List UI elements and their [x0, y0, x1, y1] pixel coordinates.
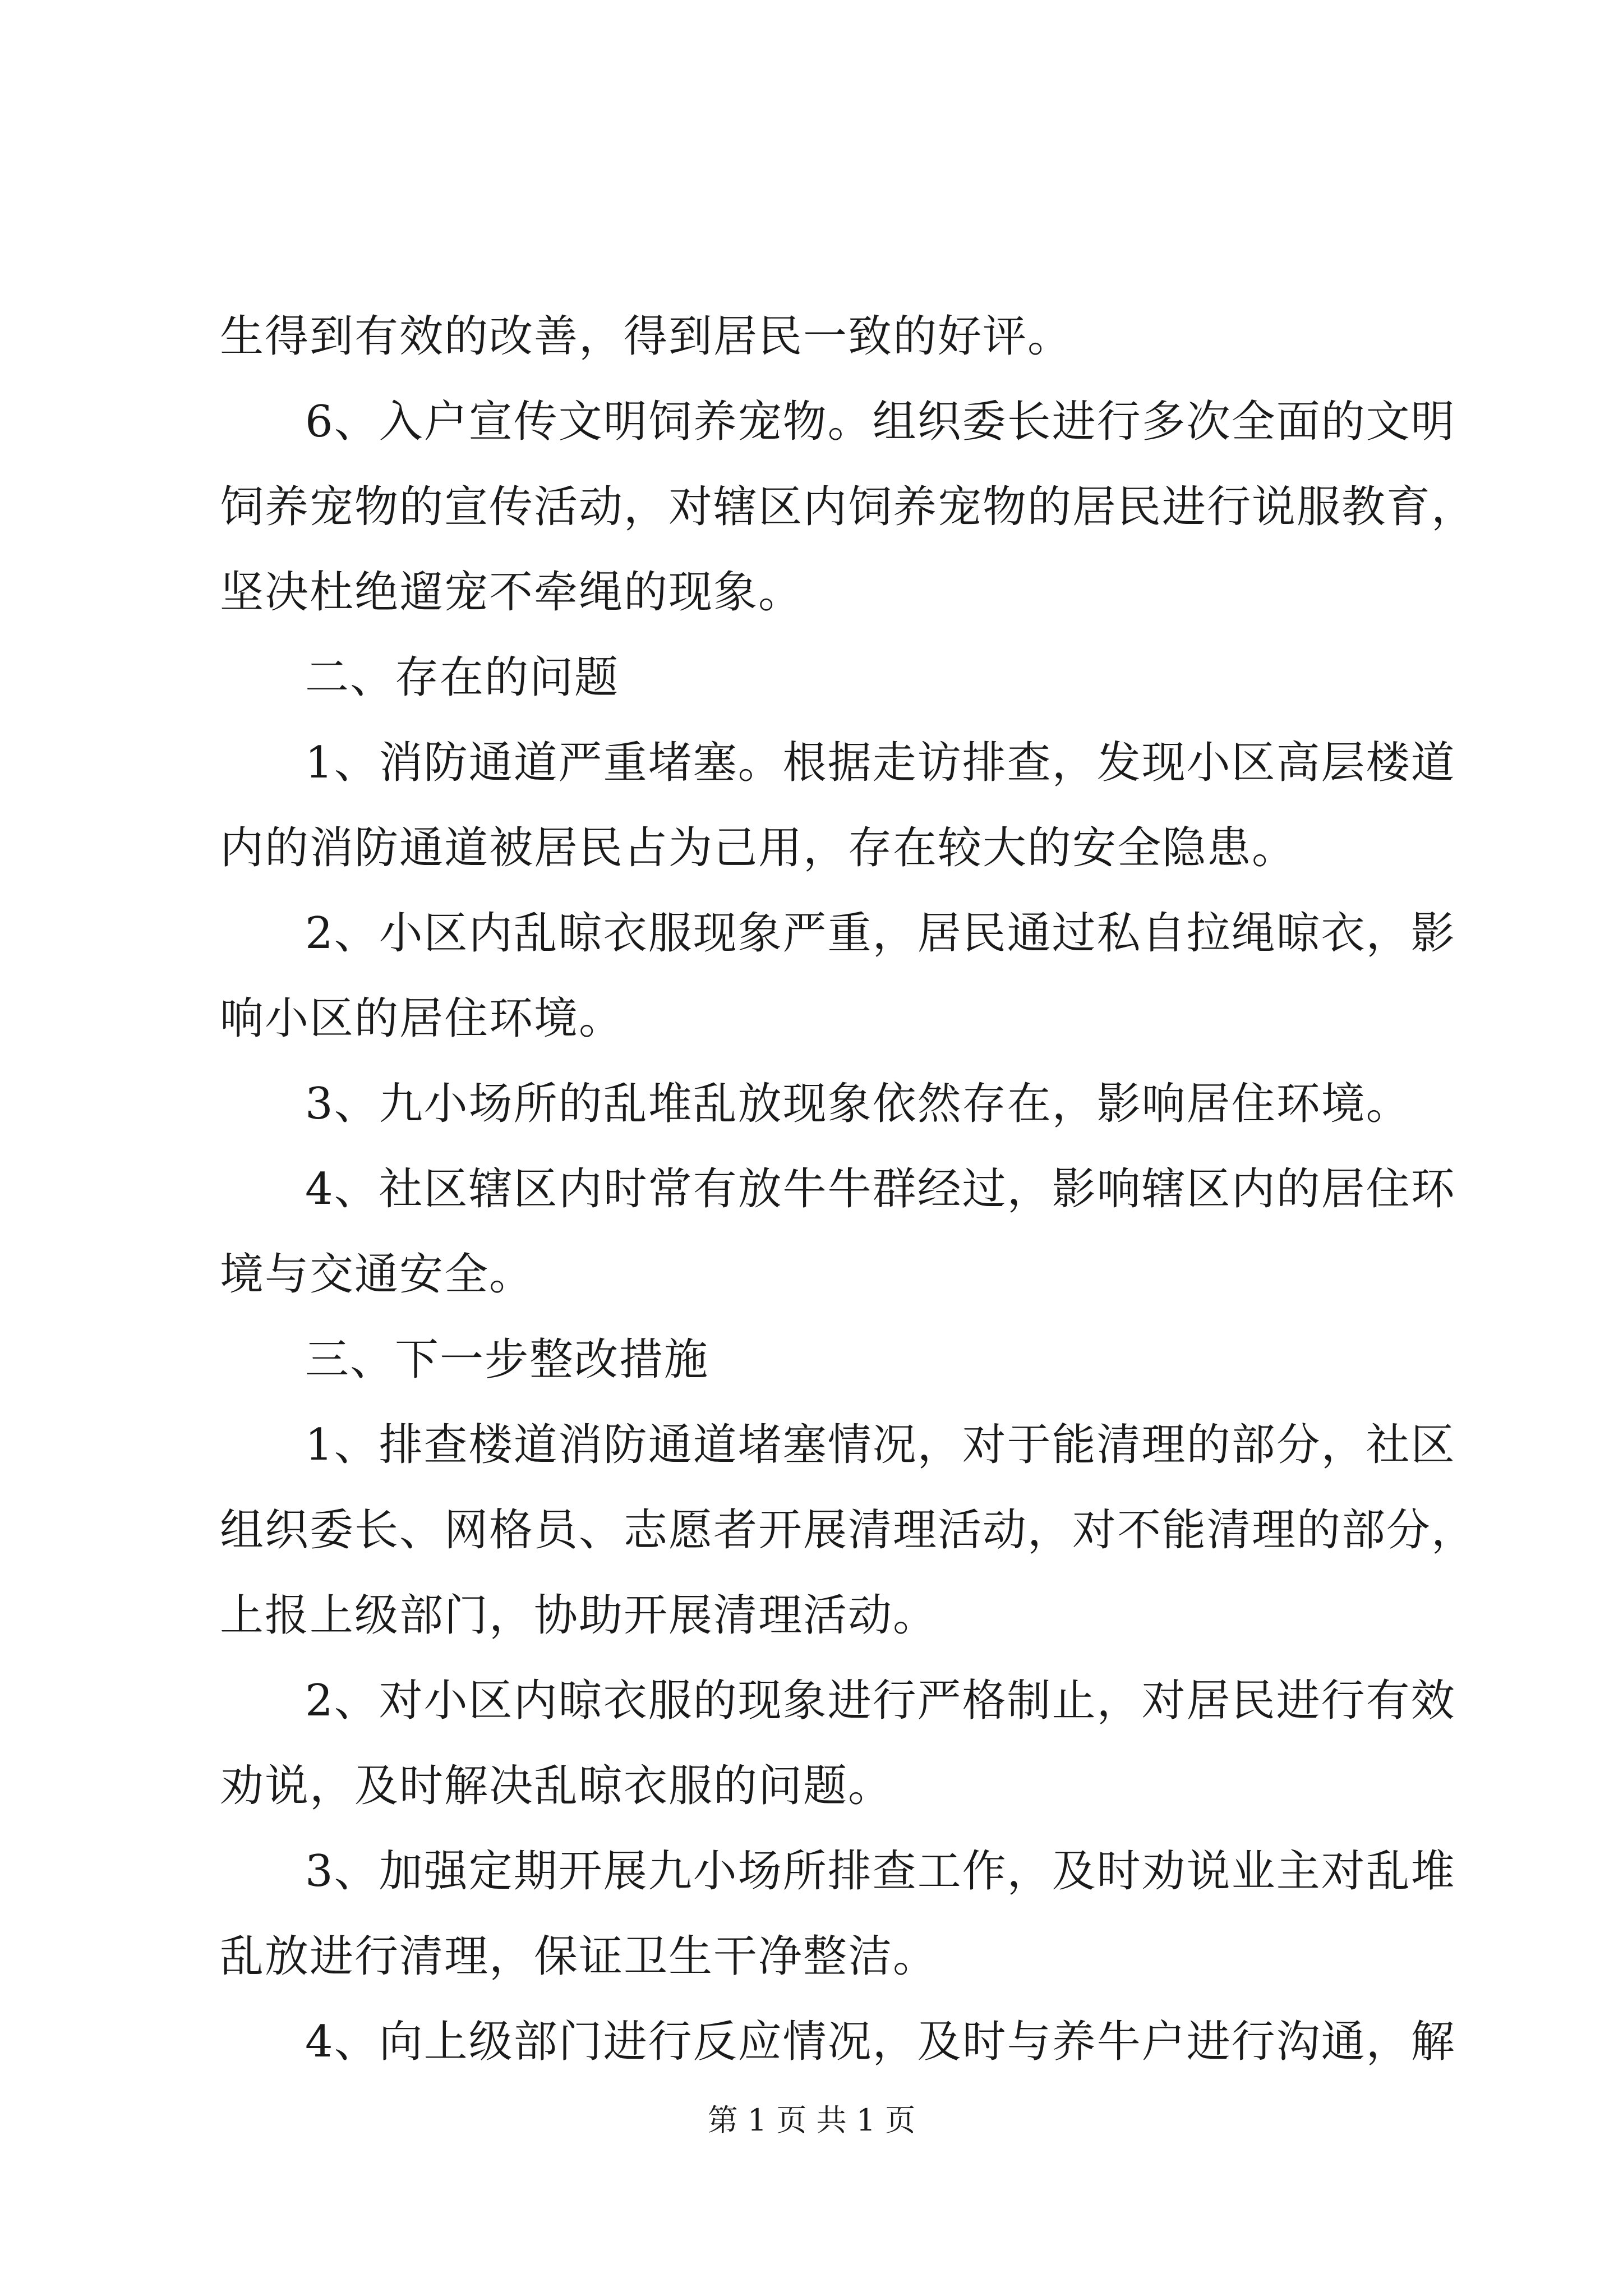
paragraph-line: 劝说，及时解决乱晾衣服的问题。: [220, 1761, 893, 1811]
paragraph-line: 2、小区内乱晾衣服现象严重，居民通过私自拉绳晾衣，影: [305, 908, 1456, 959]
paragraph-line: 4、社区辖区内时常有放牛牛群经过，影响辖区内的居住环: [305, 1164, 1456, 1214]
paragraph-line: 6、入户宣传文明饲养宠物。组织委长进行多次全面的文明: [305, 397, 1456, 447]
paragraph-line: 饲养宠物的宣传活动，对辖区内饲养宠物的居民进行说服教育，: [220, 482, 1477, 532]
section-heading: 三、下一步整改措施: [305, 1335, 709, 1385]
paragraph-line: 生得到有效的改善，得到居民一致的好评。: [220, 311, 1073, 362]
paragraph-line: 组织委长、网格员、志愿者开展清理活动，对不能清理的部分，: [220, 1505, 1477, 1556]
paragraph-line: 乱放进行清理，保证卫生干净整洁。: [220, 1931, 938, 1982]
paragraph-line: 境与交通安全。: [220, 1249, 534, 1300]
section-heading: 二、存在的问题: [305, 652, 620, 703]
paragraph-line: 3、加强定期开展九小场所排查工作，及时劝说业主对乱堆: [305, 1846, 1456, 1897]
paragraph-line: 坚决杜绝遛宠不牵绳的现象。: [220, 567, 804, 618]
paragraph-line: 4、向上级部门进行反应情况，及时与养牛户进行沟通，解: [305, 2017, 1456, 2067]
paragraph-line: 1、排查楼道消防通道堵塞情况，对于能清理的部分，社区: [305, 1420, 1456, 1470]
paragraph-line: 1、消防通道严重堵塞。根据走访排查，发现小区高层楼道: [305, 738, 1456, 788]
page-footer: 第 1 页 共 1 页: [707, 2102, 916, 2138]
paragraph-line: 响小区的居住环境。: [220, 993, 624, 1044]
paragraph-line: 上报上级部门，协助开展清理活动。: [220, 1590, 938, 1641]
paragraph-line: 3、九小场所的乱堆乱放现象依然存在，影响居住环境。: [305, 1079, 1411, 1129]
paragraph-line: 内的消防通道被居民占为己用，存在较大的安全隐患。: [220, 823, 1297, 873]
paragraph-line: 2、对小区内晾衣服的现象进行严格制止，对居民进行有效: [305, 1676, 1456, 1726]
